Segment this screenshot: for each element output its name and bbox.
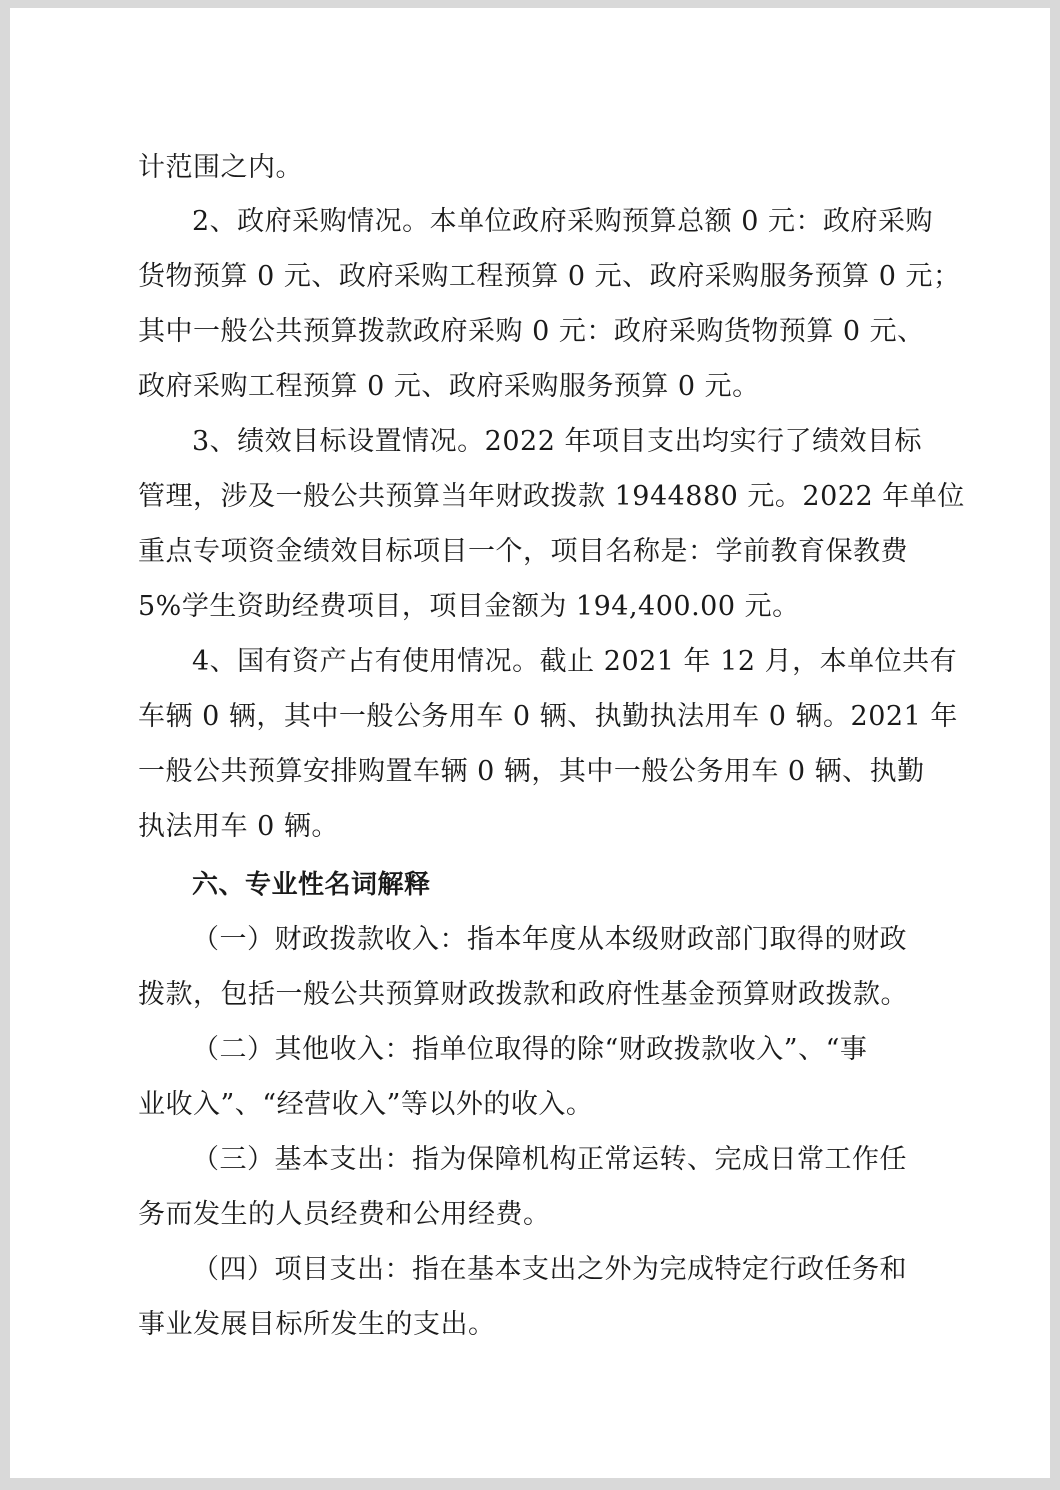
text-line: 其中一般公共预算拨款政府采购 0 元：政府采购货物预算 0 元、 [138, 316, 925, 347]
definition-fiscal-allocation: （一）财政拨款收入：指本年度从本级财政部门取得的财政 [192, 924, 907, 955]
text-line: 业收入”、“经营收入”等以外的收入。 [138, 1089, 594, 1120]
text-line: 事业发展目标所发生的支出。 [138, 1309, 496, 1340]
text-line: 5%学生资助经费项目，项目金额为 194,400.00 元。 [138, 591, 800, 622]
text-line: 务而发生的人员经费和公用经费。 [138, 1199, 551, 1230]
section-heading: 六、专业性名词解释 [192, 870, 431, 900]
text-line: 车辆 0 辆，其中一般公务用车 0 辆、执勤执法用车 0 辆。2021 年 [138, 701, 958, 732]
text-line: 拨款，包括一般公共预算财政拨款和政府性基金预算财政拨款。 [138, 979, 908, 1010]
text-line: 一般公共预算安排购置车辆 0 辆，其中一般公务用车 0 辆、执勤 [138, 756, 925, 787]
definition-other-income: （二）其他收入：指单位取得的除“财政拨款收入”、“事 [192, 1034, 868, 1065]
paragraph-assets-start: 4、国有资产占有使用情况。截止 2021 年 12 月，本单位共有 [192, 646, 958, 677]
text-line: 执法用车 0 辆。 [138, 811, 339, 842]
text-line: 政府采购工程预算 0 元、政府采购服务预算 0 元。 [138, 371, 760, 402]
document-page [10, 8, 1050, 1478]
definition-project-expenditure: （四）项目支出：指在基本支出之外为完成特定行政任务和 [192, 1254, 907, 1285]
text-line: 计范围之内。 [138, 152, 303, 183]
definition-basic-expenditure: （三）基本支出：指为保障机构正常运转、完成日常工作任 [192, 1144, 907, 1175]
text-line: 重点专项资金绩效目标项目一个，项目名称是：学前教育保教费 [138, 536, 908, 567]
text-line: 货物预算 0 元、政府采购工程预算 0 元、政府采购服务预算 0 元； [138, 261, 961, 292]
paragraph-procurement-start: 2、政府采购情况。本单位政府采购预算总额 0 元：政府采购 [192, 206, 934, 237]
text-line: 管理，涉及一般公共预算当年财政拨款 1944880 元。2022 年单位 [138, 481, 965, 512]
paragraph-performance-start: 3、绩效目标设置情况。2022 年项目支出均实行了绩效目标 [192, 426, 922, 457]
